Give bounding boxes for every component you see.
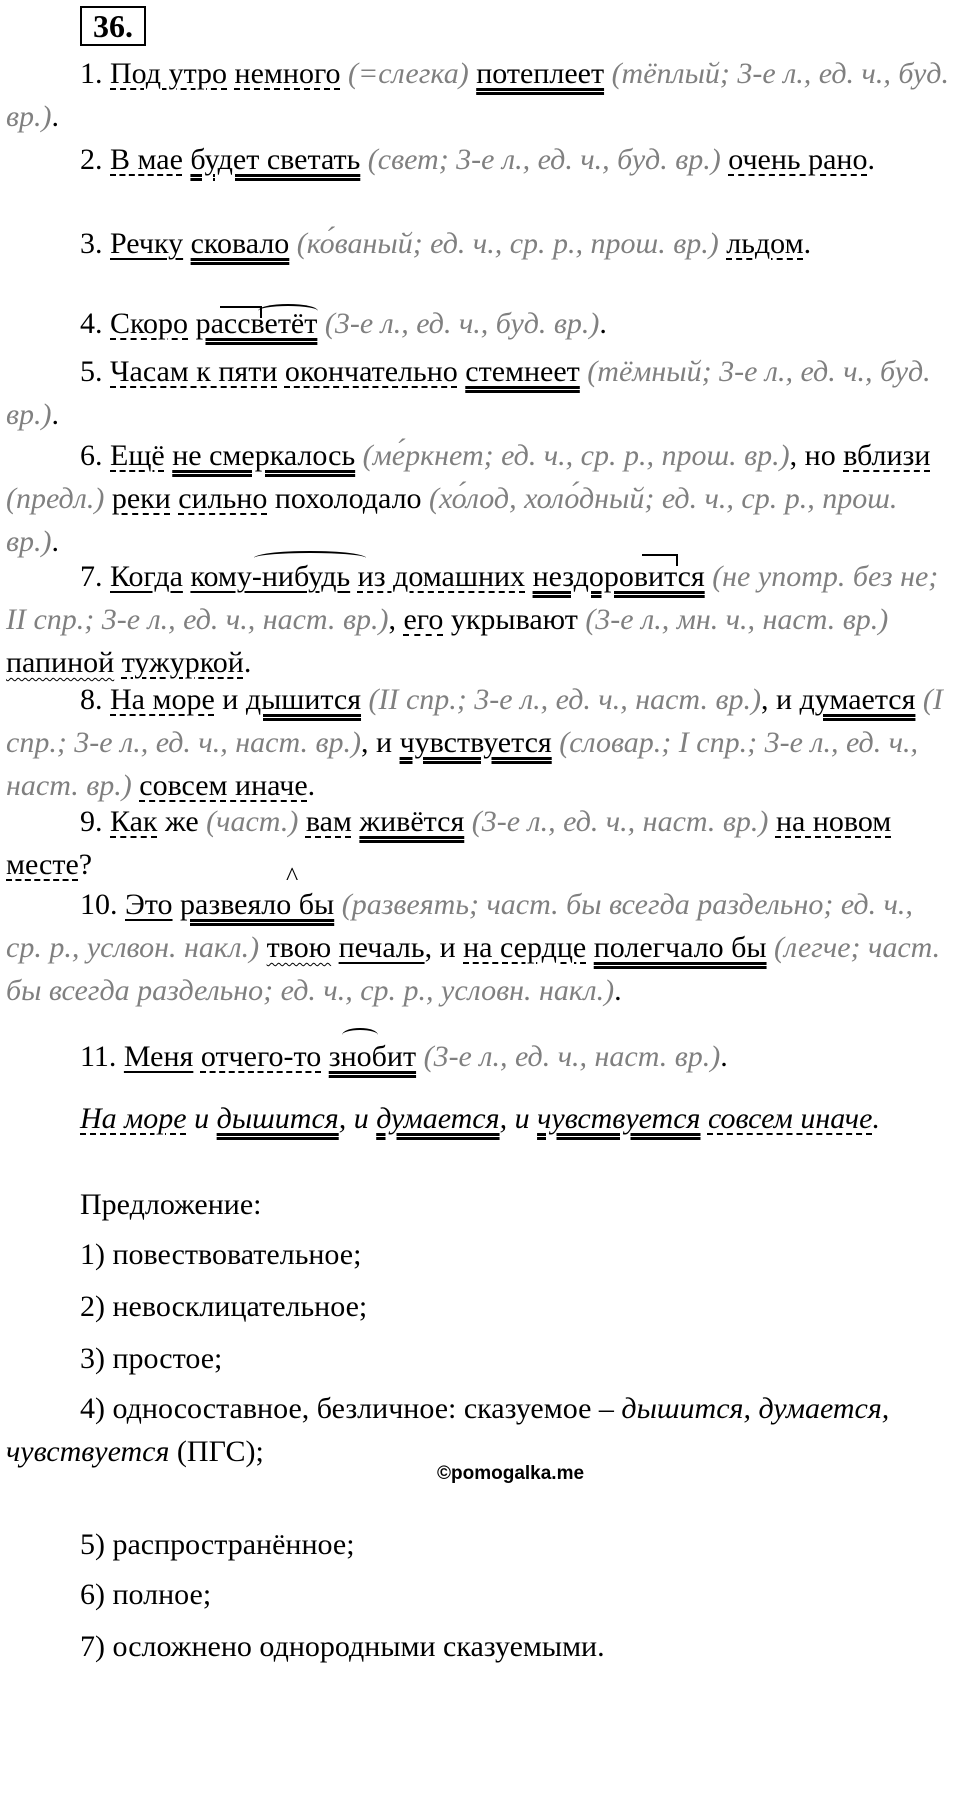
analysis-item: 6) полное;	[80, 1578, 212, 1611]
analysis-item: 1) повествовательное;	[80, 1238, 362, 1271]
exercise-number: 36.	[80, 6, 146, 46]
word: Ещё	[110, 439, 165, 472]
sentence-1: 1. Под утро немного (=слегка) потеплеет (тёплый; 3-е л., ед. ч., буд. вр.).	[6, 57, 949, 133]
word: очень рано	[728, 143, 868, 176]
word: Скоро	[110, 307, 189, 340]
analysis-item: 2) невосклицательное;	[80, 1290, 368, 1323]
sentence-11: 11. Меня отчего-то знобит (3-е л., ед. ч., наст. вр.).	[80, 1040, 728, 1073]
word: сильно	[178, 482, 268, 515]
predicate: укрывают	[450, 603, 578, 636]
sentence-8: 8. На море и дышится (II спр.; 3-е л., ед. ч., наст. вр.), и думается (I спр.; 3-е л., ед. ч., наст. вр.), и чувствуется (словар.; I спр.; 3-е л., ед. ч., наст. вр.) совсем иначе.	[6, 683, 943, 802]
predicate: сковало	[190, 227, 290, 260]
predicate: нездоровится	[532, 560, 705, 593]
sentence-10: 10. Это развеяло бы (развеять; част. бы всегда раздельно; ед. ч., ср. р., услвон. накл.) твою печаль, и на сердце полегчало бы (легче; част. бы всегда раздельно; ед. ч., ср. р., условн. накл.).	[6, 888, 941, 1007]
sentence-3: 3. Речку сковало (ко́ваный; ед. ч., ср. р., прош. вр.) льдом.	[80, 227, 812, 260]
word: вам	[305, 805, 352, 838]
word: Под утро	[110, 57, 228, 90]
word: из домашних	[357, 560, 526, 593]
word: Часам к пяти	[110, 355, 278, 388]
word: отчего-то	[200, 1040, 322, 1073]
predicate: дышится	[216, 1102, 339, 1135]
predicate: рассветёт	[195, 307, 318, 340]
predicate: развеяло бы	[180, 888, 335, 921]
analysis-item-4: 4) односоставное, безличное: сказуемое – дышится, думается, чувствуется (ПГС);	[6, 1392, 890, 1468]
predicate: чувствуется	[537, 1102, 701, 1135]
predicate: думается	[799, 683, 916, 716]
word: совсем иначе	[707, 1102, 873, 1135]
word: Это	[125, 888, 173, 921]
analysis-item: 5) распространённое;	[80, 1528, 355, 1561]
predicate: чувствуется	[399, 726, 552, 759]
word: кому-нибудь	[190, 560, 351, 593]
word: на новом месте	[6, 805, 892, 881]
word: Когда	[110, 560, 183, 593]
sentence-4: 4. Скоро рассветёт (3-е л., ед. ч., буд. вр.).	[80, 307, 607, 340]
analysis-item: 7) осложнено однородными сказуемыми.	[80, 1630, 605, 1663]
word: Меня	[123, 1040, 194, 1073]
sentence-7: 7. Когда кому-нибудь из домашних нездоровится (не употр. без не; II спр.; 3-е л., ед. ч., наст. вр.), его укрывают (3-е л., мн. ч., наст. вр.) папиной тужуркой.	[6, 560, 939, 679]
predicate: будет светать	[190, 143, 361, 176]
sentence-6: 6. Ещё не смеркалось (ме́ркнет; ед. ч., ср. р., прош. вр.), но вблизи (предл.) реки сильно похолодало (хо́лод, холо́дный; ед. ч., ср. р., прош. вр.).	[6, 439, 931, 558]
root-arc	[254, 551, 366, 565]
word: твою	[266, 931, 332, 964]
analysis-item: 3) простое;	[80, 1342, 223, 1375]
predicate: стемнеет	[465, 355, 580, 388]
prefix-mark	[642, 554, 678, 566]
word: реки	[111, 482, 171, 515]
predicate: думается	[376, 1102, 500, 1135]
word: В мае	[110, 143, 183, 176]
word: немного	[234, 57, 341, 90]
sentence-9: 9. Как же (част.) вам живётся (3-е л., ед. ч., наст. вр.) на новом месте?	[6, 805, 892, 881]
predicate: знобит	[328, 1040, 417, 1073]
prefix-mark	[220, 306, 262, 318]
analysis-sentence: На море и дышится, и думается, и чувствуется совсем иначе.	[80, 1102, 880, 1135]
word: Как	[110, 805, 158, 838]
word: На море	[80, 1102, 187, 1135]
word: его	[403, 603, 444, 636]
word: льдом	[726, 227, 804, 260]
suffix-arc	[342, 1028, 378, 1042]
word: тужуркой	[121, 646, 244, 679]
ending-mark: ^	[286, 862, 299, 891]
sentence-5: 5. Часам к пяти окончательно стемнеет (тёмный; 3-е л., ед. ч., буд. вр.).	[6, 355, 931, 431]
predicate: похолодало	[274, 482, 422, 515]
word: совсем иначе	[139, 769, 308, 802]
predicate: полегчало бы	[593, 931, 767, 964]
root-arc	[258, 304, 318, 318]
word: На море	[110, 683, 215, 716]
word: Речку	[110, 227, 184, 260]
predicate: дышится	[245, 683, 362, 716]
analysis-heading: Предложение:	[80, 1188, 262, 1221]
watermark: ©pomogalka.me	[437, 1463, 585, 1484]
word: печаль	[338, 931, 425, 964]
word: на сердце	[463, 931, 587, 964]
word: окончательно	[284, 355, 458, 388]
predicate: живётся	[359, 805, 465, 838]
word: папиной	[6, 646, 115, 679]
word: вблизи	[843, 439, 931, 472]
predicate: потеплеет	[476, 57, 605, 90]
predicate: не смеркалось	[172, 439, 356, 472]
sentence-2: 2. В мае будет светать (свет; 3-е л., ед. ч., буд. вр.) очень рано.	[80, 143, 875, 176]
